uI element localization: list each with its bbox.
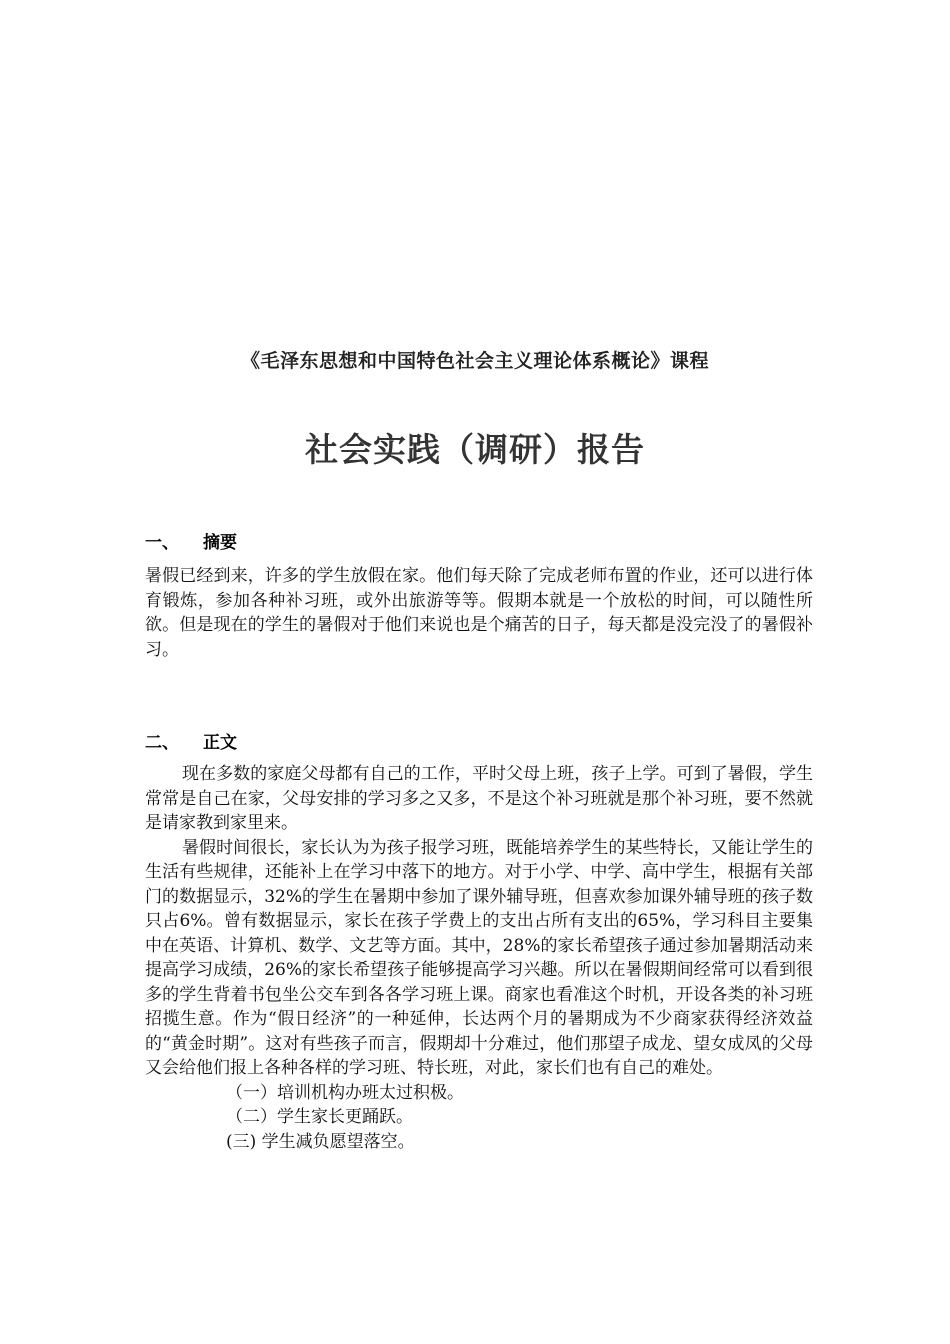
- abstract-paragraph: 暑假已经到来，许多的学生放假在家。他们每天除了完成老师布置的作业，还可以进行体育锻炼，参加各种补习班，或外出旅游等等。假期本就是一个放松的时间，可以随性所欲。但是现在的学生的暑假对于他们来说也是个痛苦的日子，每天都是没完没了的暑假补习。: [145, 566, 813, 660]
- sub-item: （二）学生家长更踊跃。: [226, 1107, 413, 1127]
- section-heading-body: [145, 728, 237, 753]
- body-paragraph: 现在多数的家庭父母都有自己的工作，平时父母上班，孩子上学。可到了暑假，学生常常是自己在家，父母安排的学习多之又多，不是这个补习班就是那个补习班，要不然就是请家教到家里来。: [145, 764, 813, 833]
- course-title: 《毛泽东思想和中国特色社会主义理论体系概论》课程: [240, 350, 709, 372]
- report-title: 社会实践（调研）报告: [305, 430, 645, 469]
- body-paragraph: 暑假时间很长，家长认为为孩子报学习班，既能培养学生的某些特长，又能让学生的生活有些规律，还能补上在学习中落下的地方。对于小学、中学、高中学生，根据有关部门的数据显示，32%的学生在暑期中参加了课外辅导班，但喜欢参加课外辅导班的孩子数只占6%。曾有数据显示，家长在孩子学费上的支出占所有支出的65%，学习科目主要集中在英语、计算机、数学、文艺等方面。其中，28%的家长希望孩子通过参加暑期活动来提高学习成绩，26%的家长希望孩子能够提高学习兴趣。所以在暑假期间经常可以看到很多的学生背着书包坐公交车到各各学习班上课。商家也看准这个时机，开设各类的补习班招揽生意。作为“假日经济”的一种延伸，长达两个月的暑期成为不少商家获得经济效益的“黄金时期”。这对有些孩子而言，假期却十分难过，他们那望子成龙、望女成凤的父母又会给他们报上各种各样的学习班、特长班，对此，家长们也有自己的难处。: [145, 837, 813, 1078]
- section-number: 二、: [145, 733, 179, 753]
- sub-item: （一）培训机构办班太过积极。: [226, 1082, 464, 1103]
- body-text: [145, 762, 813, 1154]
- sub-item: (三) 学生减负愿望落空。: [226, 1131, 415, 1152]
- section-title: 摘要: [203, 533, 237, 553]
- section-heading-abstract: [145, 528, 237, 553]
- section-title: 正文: [203, 733, 237, 753]
- section-number: 一、: [145, 533, 179, 553]
